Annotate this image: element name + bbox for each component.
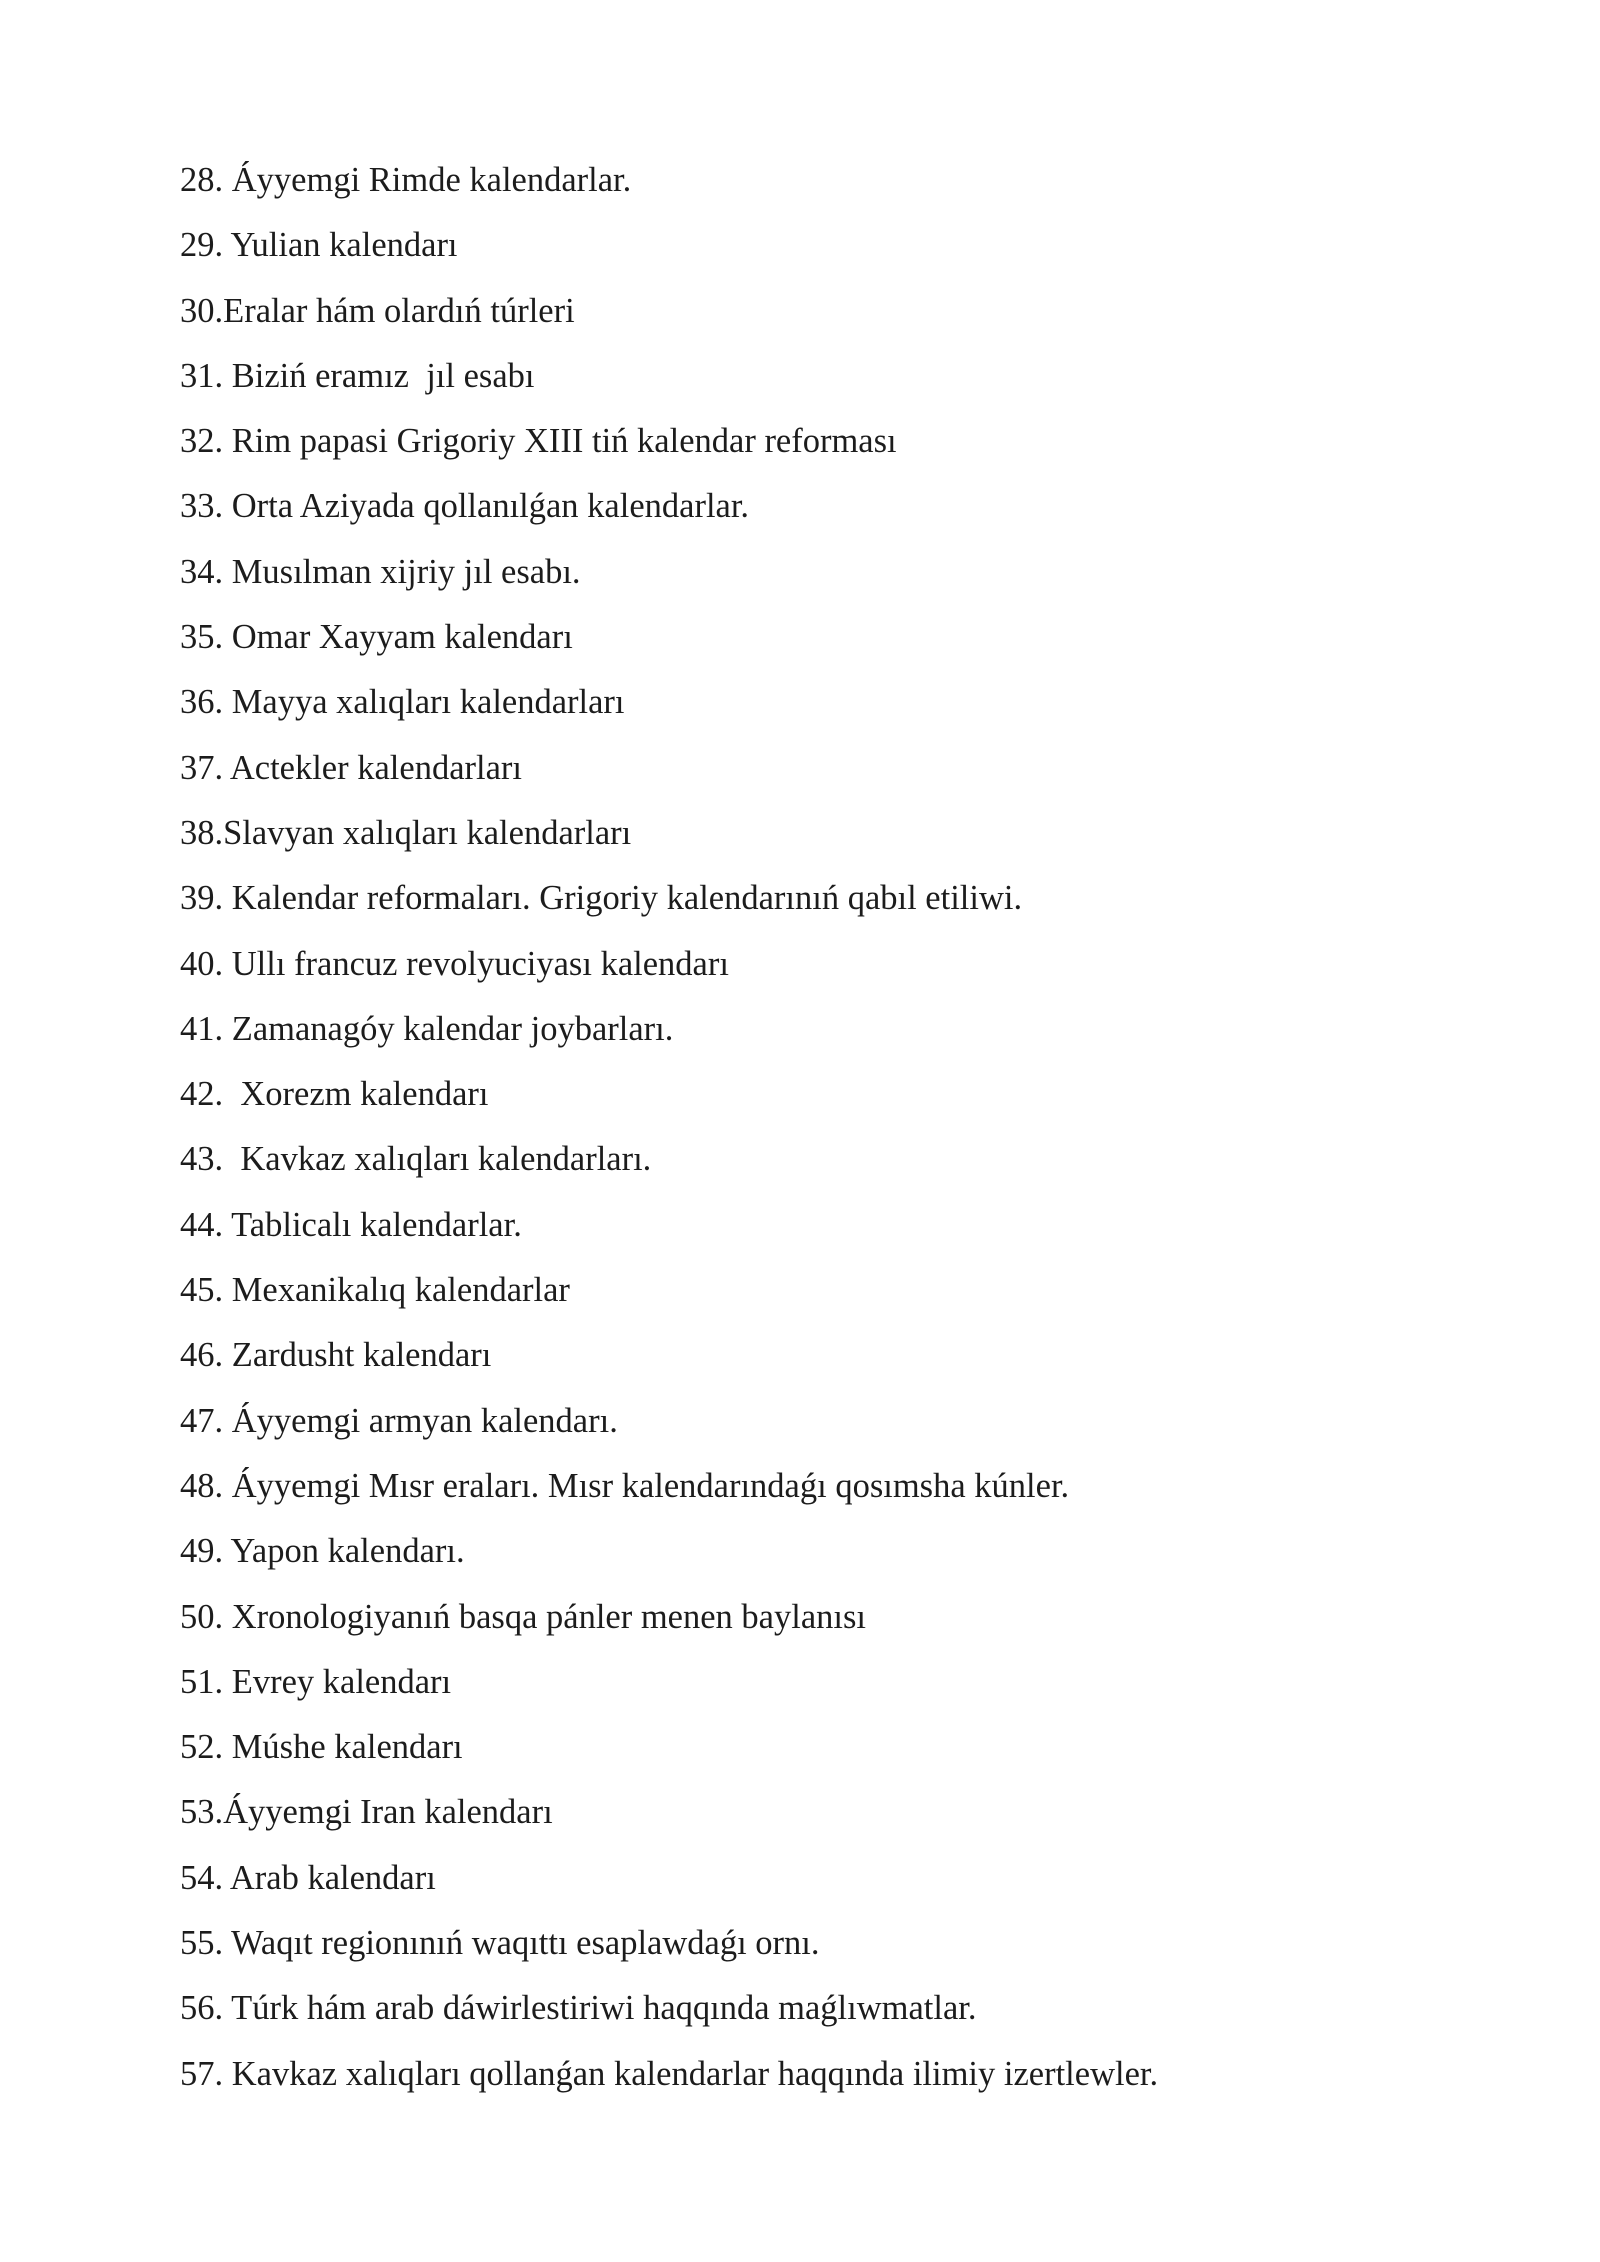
list-item: 32. Rim papasi Grigoriy XIII tiń kalendar reforması: [180, 422, 897, 461]
list-item: 28. Áyyemgi Rimde kalendarlar.: [180, 161, 632, 199]
list-item: 55. Waqıt regionınıń waqıttı esaplawdaǵı ornı.: [180, 1924, 820, 1963]
list-item: 31. Biziń eramız jıl esabı: [180, 356, 535, 395]
list-item: 50. Xronologiyanıń basqa pánler menen baylanısı: [180, 1597, 866, 1636]
list-item: 44. Tablicalı kalendarlar.: [180, 1205, 522, 1244]
list-item: 54. Arab kalendarı: [180, 1858, 436, 1897]
list-item: 35. Omar Xayyam kalendarı: [180, 618, 573, 657]
list-item: 51. Evrey kalendarı: [180, 1662, 452, 1701]
list-item: 40. Ullı francuz revolyuciyası kalendarı: [180, 944, 729, 983]
list-item: 49. Yapon kalendarı.: [180, 1532, 465, 1571]
list-item: 33. Orta Aziyada qollanılǵan kalendarlar.: [180, 487, 750, 526]
list-item: 47. Áyyemgi armyan kalendarı.: [180, 1401, 618, 1440]
list-item: 45. Mexanikalıq kalendarlar: [180, 1271, 570, 1310]
list-item: 52. Múshe kalendarı: [180, 1728, 463, 1767]
list-item: 42. Xorezm kalendarı: [180, 1075, 489, 1114]
list-item: 57. Kavkaz xalıqları qollanǵan kalendarlar haqqında ilimiy izertlewler.: [180, 2054, 1159, 2093]
list-item: 56. Túrk hám arab dáwirlestiriwi haqqında maǵlıwmatlar.: [180, 1989, 977, 2028]
list-item: 38.Slavyan xalıqları kalendarları: [180, 813, 632, 852]
list-item: 29. Yulian kalendarı: [180, 226, 458, 265]
list-item: 46. Zardusht kalendarı: [180, 1336, 492, 1375]
list-item: 34. Musılman xijriy jıl esabı.: [180, 552, 581, 591]
list-item: 36. Mayya xalıqları kalendarları: [180, 683, 625, 722]
list-item: 41. Zamanagóy kalendar joybarları.: [180, 1009, 674, 1048]
topic-list: [180, 148, 1480, 2107]
list-item: 53.Áyyemgi Iran kalendarı: [180, 1793, 553, 1832]
list-item: 30.Eralar hám olardıń túrleri: [180, 291, 575, 330]
list-item: 39. Kalendar reformaları. Grigoriy kalendarınıń qabıl etiliwi.: [180, 879, 1023, 918]
list-item: 37. Actekler kalendarları: [180, 748, 522, 787]
list-item: 43. Kavkaz xalıqları kalendarları.: [180, 1140, 652, 1179]
list-item: 48. Áyyemgi Mısr eraları. Mısr kalendarındaǵı qosımsha kúnler.: [180, 1466, 1070, 1505]
